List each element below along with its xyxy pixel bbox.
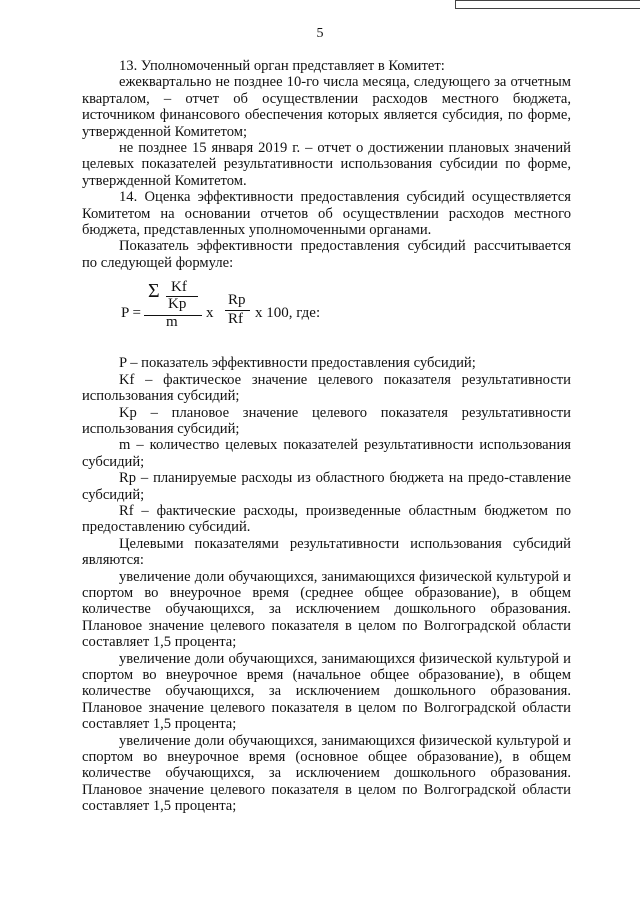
- formula-tail: x 100, где:: [255, 305, 321, 322]
- paragraph-target-indicators: Целевыми показателями результативности использования субсидий являются:: [82, 535, 571, 569]
- document-body: [82, 58, 571, 815]
- paragraph-quarterly-report: ежеквартально не позднее 10-го числа месяца, следующего за отчетным кварталом, – отчет об осуществлении расходов местного бюджета, источником финансового обеспечения которых является субсидия, по форме, утвержденной Комитетом;: [82, 74, 571, 140]
- definition-kp: Kp – плановое значение целевого показателя результативности использования субсидий;: [82, 404, 571, 437]
- formula-kf: Kf: [171, 279, 187, 296]
- definition-p: P – показатель эффективности предоставления субсидий;: [119, 355, 476, 372]
- paragraph-formula-intro: Показатель эффективности предоставления субсидий рассчитывается по следующей формуле:: [82, 238, 571, 271]
- indicator-basic-education: увеличение доли обучающихся, занимающихся физической культурой и спортом во внеурочное время (основное общее образование), в общем количестве обучающихся, за исключением дошкольного образования. Плановое значение целевого показателя в целом по Волгоградской области составляет 1,5 процента;: [82, 732, 571, 815]
- indicator-primary-education: увеличение доли обучающихся, занимающихся физической культурой и спортом во внеурочное время (начальное общее образование), в общем количестве обучающихся, за исключением дошкольного образования. Плановое значение целевого показателя в целом по Волгоградской области составляет 1,5 процента;: [82, 650, 571, 733]
- efficiency-formula: [82, 279, 571, 343]
- formula-rp: Rp: [228, 292, 246, 309]
- indicator-secondary-education: увеличение доли обучающихся, занимающихся физической культурой и спортом во внеурочное время (среднее общее образование), в общем количестве обучающихся, за исключением дошкольного образования. Плановое значение целевого показателя в целом по Волгоградской области составляет 1,5 процента;: [82, 568, 571, 651]
- formula-m: m: [166, 314, 178, 331]
- definition-m: m – количество целевых показателей результативности использования субсидий;: [82, 437, 571, 470]
- page-number: 5: [316, 26, 324, 41]
- formula-times: x: [206, 305, 214, 322]
- formula-rf: Rf: [228, 311, 243, 328]
- formula-lhs: P =: [121, 305, 141, 322]
- formula-sum-sign: Σ: [148, 280, 160, 303]
- definition-kf: Kf – фактическое значение целевого показателя результативности использования субсидий;: [82, 371, 571, 405]
- paragraph-13: 13. Уполномоченный орган представляет в Комитет:: [119, 58, 445, 74]
- paragraph-14: 14. Оценка эффективности предоставления субсидий осуществляется Комитетом на основании отчетов об осуществлении расходов местного бюджета, представленных уполномоченными органами.: [82, 189, 571, 239]
- formula-kp: Kp: [168, 296, 187, 313]
- definition-rp: Rp – планируемые расходы из областного бюджета на предо-ставление субсидий;: [82, 470, 571, 503]
- header-stamp-mark: [455, 0, 640, 9]
- paragraph-annual-report: не позднее 15 января 2019 г. – отчет о достижении плановых значений целевых показателей результативности использования субсидии по форме, утвержденной Комитетом.: [82, 140, 571, 189]
- definition-rf: Rf – фактические расходы, произведенные областным бюджетом по предоставлению субсидий.: [82, 502, 571, 536]
